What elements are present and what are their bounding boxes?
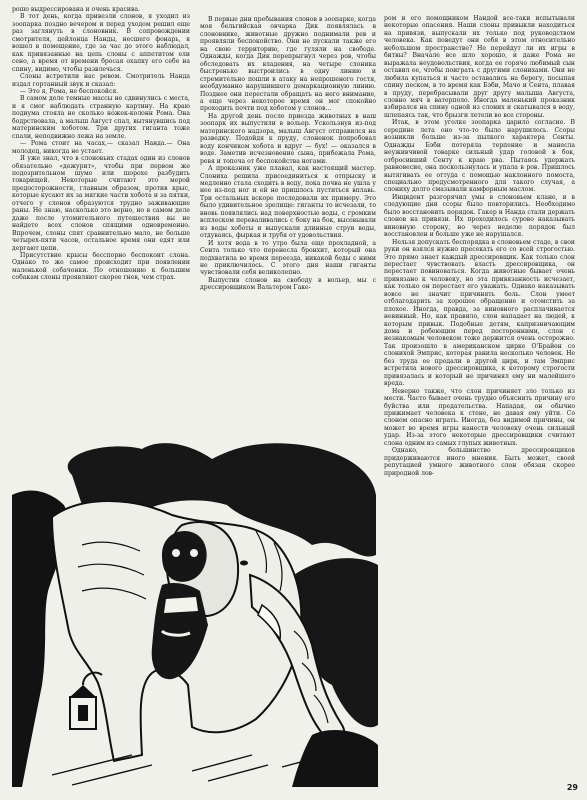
paragraph: Присутствие крысы бесспорно беспокоит слона. Однако то же самое происходит при появлении маленькой собачонки. По отношению к большим собакам слоны проявляют скорее гнев, чем страх. — [12, 251, 190, 282]
page-number: 29 — [566, 783, 578, 792]
text-column-1 — [12, 6, 190, 401]
paragraph: Нельзя допускать беспорядка в слоновьем стаде, в свои руки он взялся нужно пресекать его со всей строгостью. Это прямо знает каждый дрессировщик. Как только слон перестает чувствовать власть дрессировщика, он перестает повиноваться. Когда животные бывает очень привязано к человеку, но эта привязанность исчезает, как только он перестает его уважать. Однако наказывать вовсе не значит причинять боль. Слон умеет отблагодарить за хорошее обращение и отомстить за плохое. Иногда, правда, за виновного расплачивается невинный. Но, как правило, слон нападает на людей, к которым привык. Подобные детям, капризничающим дома и робеющим перед посторонними, слон с незнакомым человеком тоже держится очень осторожно. Так произошло в американском цирке О'Брайен со слонихой Эмприс, которая ранила несколько человек. Не без труда ее продали в другой цирк, и там Эмприс встретила нового дрессировщика, к которому строгости привязалась и который не причинял ему ни малейшего вреда. — [384, 238, 575, 388]
paragraph: И хотя вода в то утро была еще прохладной, а Сента только что перенесла бронхит, который она подхватила во время переезда, никакой беды с ними не приключилось. С этого дня наши гиганты чувствовали себя великолепно. — [200, 239, 376, 277]
paragraph: — Это я, Рома, не беспокойся. — [20, 87, 119, 95]
paragraph: рошо выдрессирована и очень красива. — [12, 6, 140, 13]
paragraph: В самом деле темные массы не сдвинулись с места, и я смог наблюдать странную картину. На краю подиума стояла не сколько ножек-колонн Рома. Она бодрствовала, а малыш Август спал, вытянувшись под материнским хоботом. Три других гиганта тоже спали, неподвижно лежа на земле. — [12, 95, 190, 140]
paragraph: Выпустив слонов на свободу в вольер, мы с дрессировщиком Вальтером Гаке- — [200, 276, 376, 292]
paragraph: Слоны встретили нас ревом. Смотритель Нанда издал гортанный звук и сказал: — [12, 73, 190, 88]
paragraph: Итак, в этом уголке зоопарка царило согласие. В середине лета оно что-то было нарушилось. Ссоры возникли больше из-за пылкого характера Сенты. Однажды Бэби потеряла терпение и манесла неуживчивой товарке сильный удар головой в бок, отбросивший Сенту к краю рва. Пытаясь удержать равновесие, она поскользнулась и упала в ров. Пришлось вытягивать ее оттуда с помощью наклонного помоста, специально предусмотренного для такого случая, а слониху долго смазывали камфорным маслом. — [384, 119, 575, 194]
paragraph: Однако, большинство дрессировщиков придерживаются иного мнения. Быть может, своей репутацией умного животного слон обязан скорее природной лов- — [384, 447, 575, 477]
paragraph: Инцидент разгорячил умы в слоновьем клане, и в следующие дни ссоры было повторились. Необходимо было восстановить порядок. Гакер и Нанда стали держать слонов на привязи. Их проходилось сурово наказывать виновную сторону, но через неделю порядок был восстановлен и больше уже не нарушался. — [384, 193, 575, 239]
elephant-illustration — [12, 435, 378, 787]
paragraph: ром и его помощником Нандой все-таки испытывали некоторые опасения. Наши слоны привыкли находиться на привязи, выпускали их только под руководством человека. Как поведут они себя в этом относительно небольшом пространстве? Не перейдут ли их игры в битвы? Вначале все шло хорошо, и даже Рома не выражала неудовольствия, когда ее горячо любимый сын оставил ее, чтобы поиграть с другими слонихами. Они не любила купаться и часто оставались на берегу, посыпая спину песком, в то время как Бэби, Мачо и Сента, плавая в пруду, перебрасывали друг другу малыша Августа, словно мяч в ватерполо. Иногда маленький проказник взбирался на спину одной из слоних и скатывался в воду, шлепаясь так, что брызги летели во все стороны. — [384, 15, 575, 119]
text-column-2 — [200, 16, 376, 437]
text-column-3 — [384, 15, 575, 792]
paragraph: В тот день, когда привезли слонов, я уходил из зоопарка поздно вечером и перед уходом решил еще раз заглянуть в слоновник. В сопровождении смотрителя, цейлонца Нанды, несшего фонарь, я вошел в помещение, где за час до этого наблюдал, как привязанные на цепь слоны с аппетитом ели сено, а время от времени бросая охапку его себе на спину, видимо, чтобы развлечься. — [12, 13, 190, 73]
paragraph: — Рома стоит на часах,— сказал Нанда.— Она молодец, никогда не устает. — [12, 140, 190, 155]
paragraph: А проказник уже плавал, как настоящий мастер. Слониха решила присоединиться к отпрыску и медленно стала сходить в воду, пока почва не ушла у нее из-под ног и ей не пришлось пуститься вплавь. Три остальных вскоре последовали их примеру. Это было удивительное зрелище: гиганты то исчезали, то вновь появлялись над поверхностью воды, с громким всплеском переваливались с боку на бок, высовывали из воды хоботы и выпускали длинные струи воды, отдуваясь, фыркая и трубя от удовольствия. — [200, 165, 376, 240]
paragraph: На другой день после приезда животных в наш зоопарк их выпустили в вольер. Ускользнув из-под материнского надзора, малыш Август отправился на разведку. Подойдя к пруду, слоненок попробовал воду кончиком хобота и вдруг — бух! — оказался в воде. Заметив исчезновение сына, прибежала Рома, ревя и топоча от беспокойства ногами. — [200, 112, 376, 165]
paragraph: Неверно также, что слон причиняет зло только из мести. Часто бывает очень трудно объяснить причину его буйства или предательства. Нападая, он обычно прижимает человека к стене, не давая ему уйти. Со слоном опасно играть. Иногда, без видимой причины, он может во время игры нанести человеку очень сильный удар. Из-за этого некоторые дрессировщики считают слона одним из самых глупых животных. — [384, 387, 575, 447]
paragraph: Я уже знал, что в слоновьих стадах один из слонов обязательно «дежурит», чтобы при первом же подозрительном шуме или шорохе разбудить товарищей. Некоторые считают это мерой предосторожности, главным образом, против крыс, которые кусают их за мягкие части хобота и за пятки, отчего у слонов образуются трудно заживающие раны. Не знаю, насколько это верно, но в самом деле даже после утомительного путешествия вы не найдете всех слонов спящими одновременно. Впрочем, слоны спят сравнительно мало, не больше четырех-пяти часов, остальное время они едят или дергают цепи. — [12, 155, 190, 252]
paragraph: В первые дни пребывания слонов в зоопарке, когда моя бельгийская овчарка Дик появлялась в слоновнике, животные дружно поднимали рев и проявляли беспокойство. Они не пускали также его на свою территорию, где гуляли на свободе. Однажды, когда Дик перепрыгнул через ров, чтобы обследовать их владения, на четыре слоника быстренько выстроились в одну линию и стремительно пошли в атаку на непрошеного гостя, необдуманно нарушившего демаркационную линию. Позднее они перестали обращать на него внимание, а еще через некоторое время он мог спокойно проходить почти под хоботом у слонов... — [200, 16, 376, 113]
